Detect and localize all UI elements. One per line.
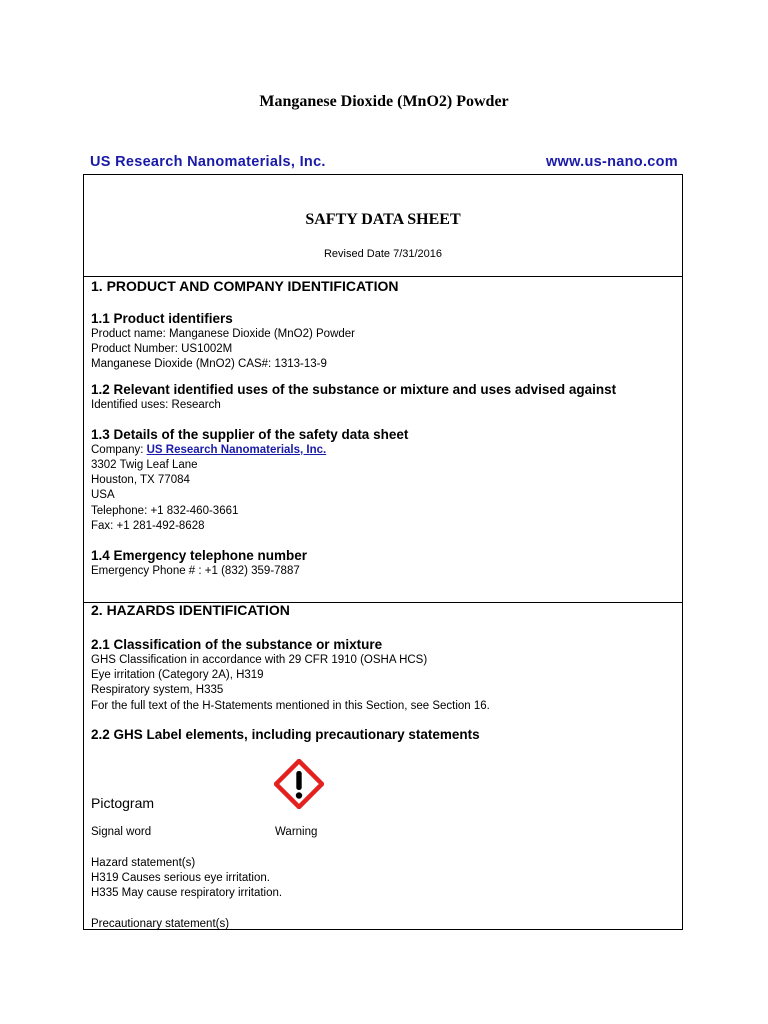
subsection-heading: 1.2 Relevant identified uses of the substance or mixture and uses advised against: [91, 381, 617, 397]
hazard-statement: H319 Causes serious eye irritation.: [91, 872, 270, 885]
company-name: US Research Nanomaterials, Inc.: [90, 154, 326, 170]
precautionary-heading: Precautionary statement(s): [91, 917, 230, 930]
hazard-heading: Hazard statement(s): [91, 857, 196, 869]
cas-number: Manganese Dioxide (MnO2) CAS#: 1313-13-9: [91, 358, 327, 371]
subsection-heading: 2.2 GHS Label elements, including precautionary statements: [91, 726, 480, 742]
street-address: 3302 Twig Leaf Lane: [91, 459, 198, 472]
classification-line: Eye irritation (Category 2A), H319: [91, 669, 264, 682]
divider: [84, 276, 682, 277]
company-line: [91, 443, 678, 458]
hazard-statement: H335 May cause respiratory irritation.: [91, 887, 283, 900]
website-link[interactable]: www.us-nano.com: [545, 154, 678, 170]
subsection-heading: 2.1 Classification of the substance or mixture: [91, 637, 383, 652]
document-title: Manganese Dioxide (MnO2) Powder: [259, 93, 509, 110]
exclamation-warning-icon: [274, 759, 324, 809]
revised-date: Revised Date 7/31/2016: [323, 248, 443, 260]
product-number: Product Number: US1002M: [91, 343, 233, 356]
section-heading: 2. HAZARDS IDENTIFICATION: [91, 602, 290, 618]
signal-word-label: Signal word: [91, 826, 152, 838]
subsection-heading: 1.3 Details of the supplier of the safety data sheet: [91, 426, 409, 442]
identified-uses: Identified uses: Research: [91, 398, 221, 411]
section-2: [91, 602, 678, 743]
sheet-title: SAFTY DATA SHEET: [305, 211, 461, 228]
company-link[interactable]: US Research Nanomaterials, Inc.: [146, 443, 327, 456]
subsection-heading: 1.4 Emergency telephone number: [91, 548, 308, 564]
hazard-statements: [91, 856, 678, 932]
country: USA: [91, 489, 115, 502]
section-1: [91, 278, 678, 579]
signal-word-value: Warning: [275, 826, 318, 838]
classification-line: For the full text of the H-Statements mentioned in this Section, see Section 16.: [91, 699, 490, 712]
telephone: Telephone: +1 832-460-3661: [91, 504, 239, 517]
classification-line: GHS Classification in accordance with 29 CFR 1910 (OSHA HCS): [91, 654, 428, 666]
product-name: Product name: Manganese Dioxide (MnO2) Powder: [91, 328, 355, 340]
company-label: Company:: [91, 443, 147, 456]
pictogram-label: Pictogram: [91, 795, 155, 811]
emergency-phone: Emergency Phone # : +1 (832) 359-7887: [91, 565, 300, 578]
city-address: Houston, TX 77084: [91, 474, 190, 487]
fax: Fax: +1 281-492-8628: [91, 519, 205, 532]
sds-frame: [83, 174, 683, 930]
section-heading: 1. PRODUCT AND COMPANY IDENTIFICATION: [91, 278, 399, 294]
subsection-heading: 1.1 Product identifiers: [91, 311, 233, 326]
brand-row: [90, 154, 678, 170]
classification-line: Respiratory system, H335: [91, 684, 224, 697]
